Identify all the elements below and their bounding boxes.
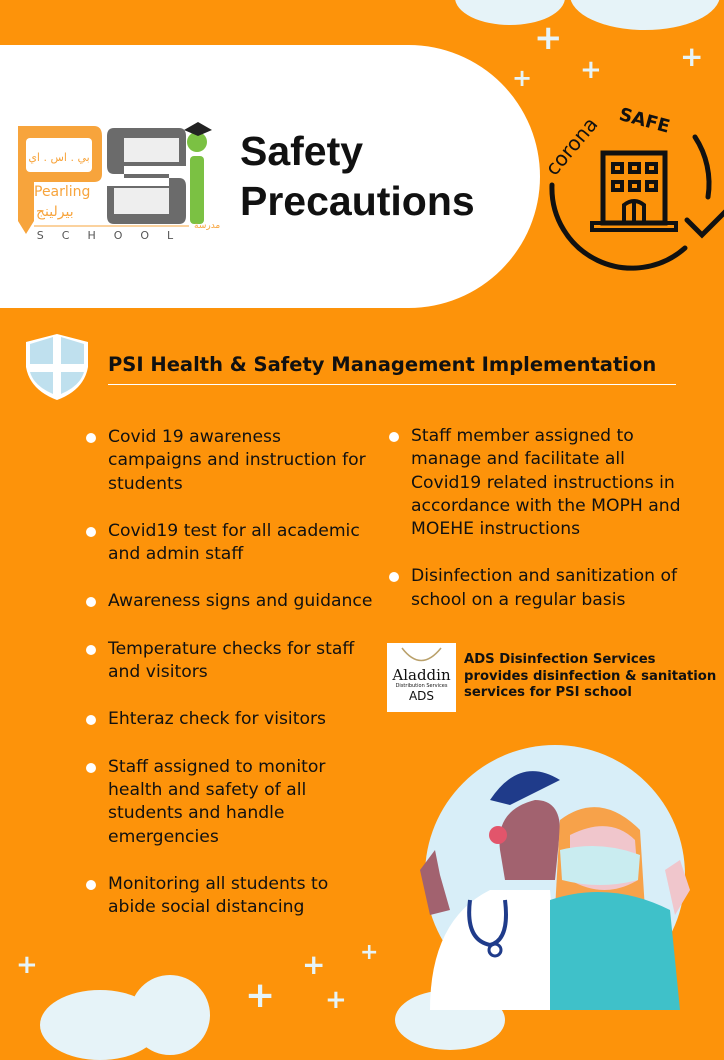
lamp-arc-icon — [387, 643, 456, 663]
plus-decoration: + — [360, 940, 379, 965]
cloud-decoration — [130, 975, 210, 1055]
list-item: Monitoring all students to abide social distancing — [84, 873, 374, 920]
list-item: Temperature checks for staff and visitors — [84, 638, 374, 685]
svg-text:مدرسة: مدرسة — [194, 221, 221, 231]
plus-decoration: + — [302, 948, 326, 981]
list-item: Staff assigned to monitor health and safety of all students and handle emergencies — [84, 756, 374, 849]
svg-text:corona: corona — [540, 112, 603, 180]
logo-abbr: ADS — [408, 689, 435, 703]
plus-decoration: + — [580, 55, 602, 85]
svg-text:Pearling: Pearling — [34, 184, 91, 200]
cloud-decoration — [570, 0, 720, 30]
divider — [108, 384, 676, 385]
logo-name: Aladdin — [392, 666, 451, 684]
aladdin-ads-logo — [387, 643, 456, 712]
title-line: Safety — [240, 128, 364, 174]
title-line: Precautions — [240, 178, 475, 224]
plus-decoration: + — [325, 985, 347, 1015]
ads-description: ADS Disinfection Services provides disinfection & sanitation services for PSI school — [464, 652, 717, 700]
plus-decoration: + — [245, 975, 276, 1016]
list-item: Awareness signs and guidance — [84, 590, 374, 613]
corona-safe-badge — [520, 85, 720, 270]
list-item: Staff member assigned to manage and facilitate all Covid19 related instructions in accordance with the MOPH and MOEHE instructions — [387, 425, 697, 541]
svg-text:SCHOOL: SCHOOL — [36, 229, 192, 242]
list-item: Covid19 test for all academic and admin staff — [84, 520, 374, 567]
plus-decoration: + — [680, 40, 704, 73]
section-title: PSI Health & Safety Management Implementation — [108, 353, 657, 376]
svg-text:بي . اس . اي: بي . اس . اي — [28, 151, 90, 164]
list-item: Disinfection and sanitization of school on a regular basis — [387, 565, 697, 612]
list-item: Covid 19 awareness campaigns and instruction for students — [84, 426, 374, 496]
measures-list-left — [84, 426, 374, 943]
plus-decoration: + — [16, 950, 38, 980]
svg-text:بيرلينج: بيرلينج — [36, 204, 74, 220]
list-item: Ehteraz check for visitors — [84, 708, 374, 731]
shield-icon — [24, 332, 90, 402]
page-title — [240, 126, 475, 226]
measures-list-right — [387, 425, 697, 636]
logo-subtitle: Distribution Services — [395, 683, 448, 689]
plus-decoration: + — [512, 64, 533, 92]
psi-school-logo — [14, 116, 221, 242]
plus-decoration: + — [534, 18, 563, 58]
svg-text:SAFE: SAFE — [616, 104, 672, 138]
doctor-nurse-illustration — [410, 740, 700, 1010]
